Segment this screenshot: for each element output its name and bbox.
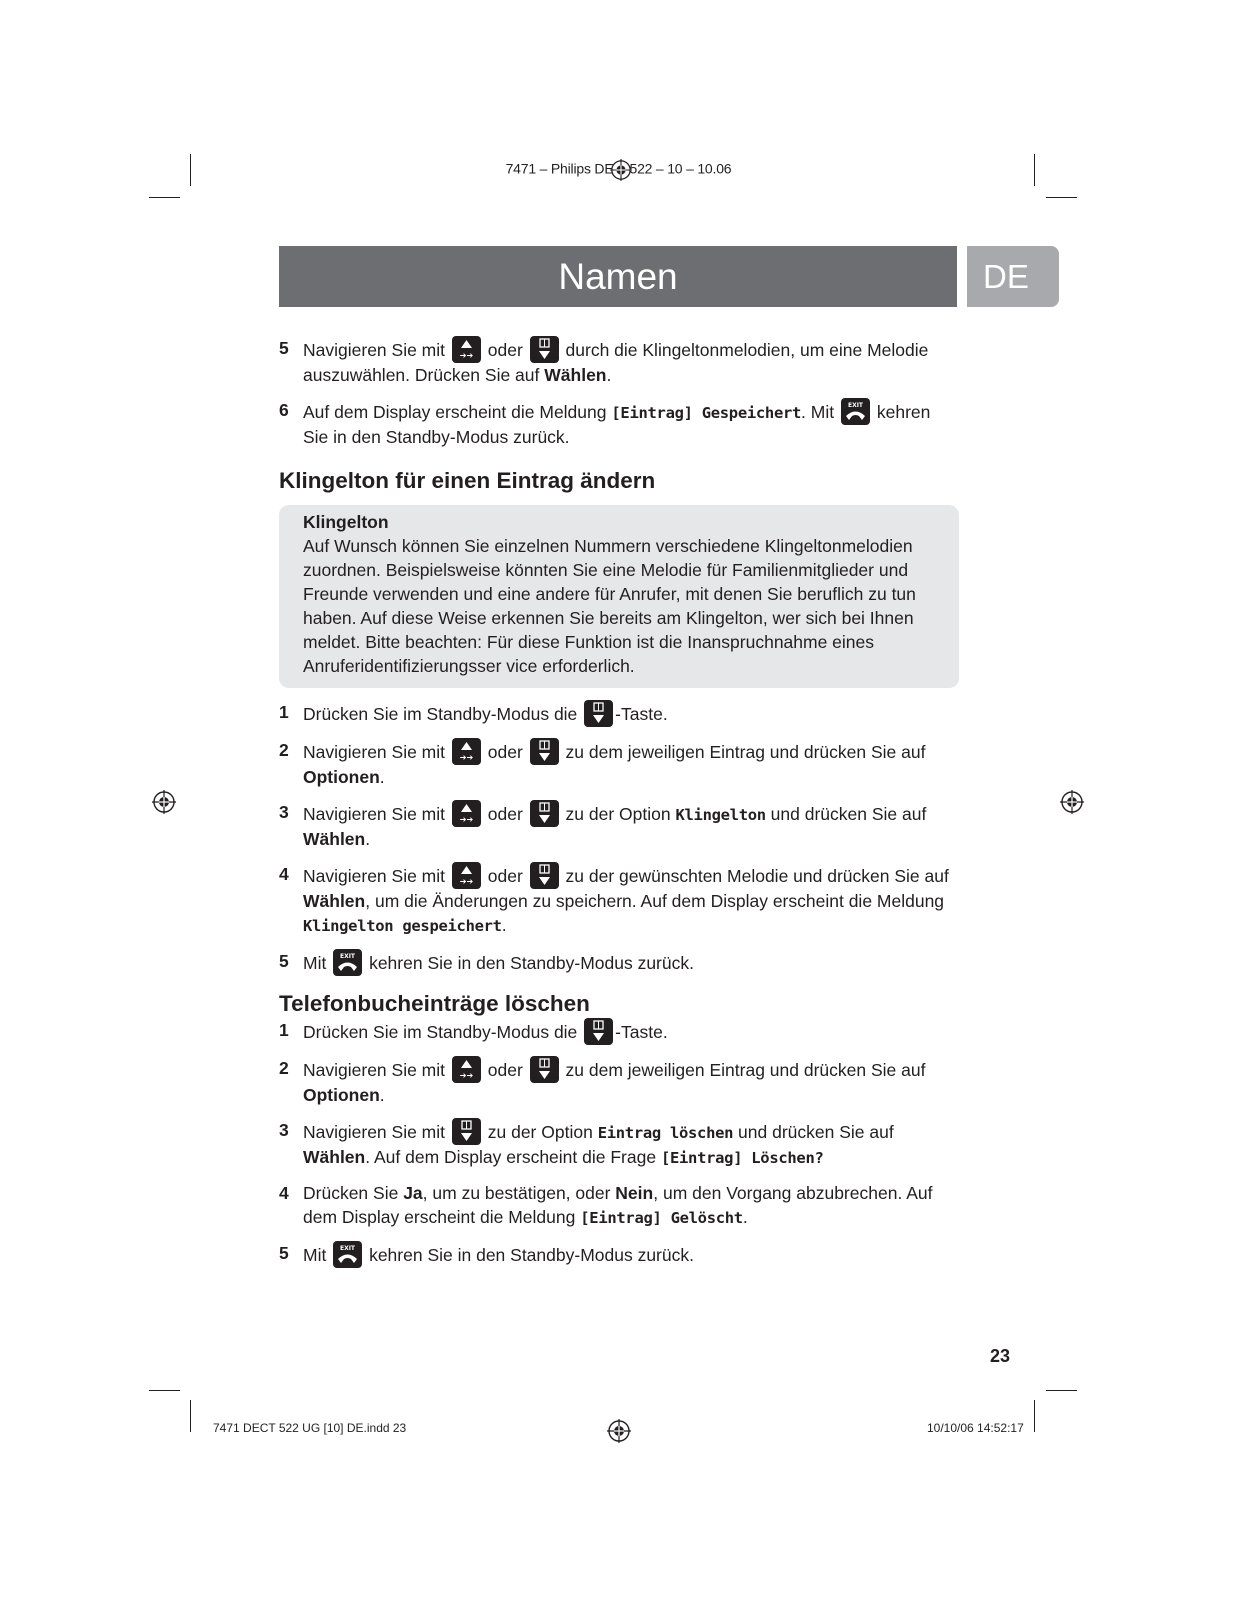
list-item: 5 Mit EXIT kehren Sie in den Standby-Modus zurück. <box>279 1241 959 1268</box>
svg-text:➔➔: ➔➔ <box>459 1071 474 1080</box>
nav-up-key-icon <box>452 1056 481 1083</box>
nav-up-key-icon <box>452 800 481 827</box>
phonebook-down-key-icon <box>530 1056 559 1083</box>
registration-mark-icon <box>1060 790 1084 814</box>
svg-text:EXIT: EXIT <box>340 1245 356 1252</box>
exit-hangup-key-icon <box>333 949 362 976</box>
phonebook-down-key-icon <box>584 1018 613 1045</box>
svg-text:EXIT: EXIT <box>340 953 356 960</box>
step-number: 4 <box>279 864 289 884</box>
footer-file-info: 7471 DECT 522 UG [10] DE.indd 23 <box>213 1421 407 1435</box>
step-number: 4 <box>279 1183 289 1203</box>
info-box-title: Klingelton <box>303 512 389 532</box>
display-message: [Eintrag] Löschen? <box>660 1149 824 1167</box>
phonebook-down-key-icon <box>530 862 559 889</box>
page-number: 23 <box>990 1346 1011 1366</box>
main-content <box>279 336 959 1279</box>
crop-mark <box>149 197 180 198</box>
exit-hangup-key-icon <box>841 398 870 425</box>
svg-text:➔➔: ➔➔ <box>459 753 474 762</box>
step-number: 1 <box>279 1020 289 1040</box>
print-slug <box>0 159 1237 181</box>
display-message: [Eintrag] Gelöscht <box>580 1209 743 1227</box>
phonebook-down-key-icon <box>452 1118 481 1145</box>
list-item: 2 Navigieren Sie mit ➔➔ oder zu dem jeweiligen Eintrag und drücken Sie auf Optionen. <box>279 1058 926 1105</box>
step-number: 2 <box>279 1058 289 1078</box>
registration-mark-icon <box>607 1419 631 1443</box>
step-number: 1 <box>279 702 289 722</box>
crop-mark <box>1034 1400 1035 1432</box>
footer-timestamp: 10/10/06 14:52:17 <box>927 1421 1024 1435</box>
list-item: 4 Navigieren Sie mit ➔➔ oder zu der gewünschten Melodie und drücken Sie auf Wählen, um die Änderungen zu speichern. Auf dem Display erscheint die Meldung Klingelton gespeichert. <box>279 864 949 935</box>
exit-hangup-key-icon <box>333 1241 362 1268</box>
crop-mark <box>1046 1390 1077 1391</box>
display-message: Eintrag löschen <box>597 1124 734 1142</box>
slug-right: 522 – 10 – 10.06 <box>629 160 732 177</box>
section-heading: Klingelton für einen Eintrag ändern <box>279 468 656 493</box>
list-item: 3 Navigieren Sie mit zu der Option Eintrag löschen und drücken Sie auf Wählen. Auf dem Display erscheint die Frage [Eintrag] Löschen? <box>279 1120 894 1167</box>
svg-text:➔➔: ➔➔ <box>459 877 474 886</box>
display-message: Klingelton gespeichert <box>303 917 502 935</box>
nav-up-key-icon <box>452 738 481 765</box>
language-tab: DE <box>967 246 1059 307</box>
slug-left: 7471 – Philips DE <box>505 160 614 177</box>
step-number: 5 <box>279 1243 289 1263</box>
step-number: 5 <box>279 951 289 971</box>
crop-mark <box>149 1390 180 1391</box>
phonebook-down-key-icon <box>530 738 559 765</box>
section-heading: Telefonbucheinträge löschen <box>279 991 590 1016</box>
step-number: 3 <box>279 1120 289 1140</box>
nav-up-key-icon <box>452 862 481 889</box>
list-item: 3 Navigieren Sie mit ➔➔ oder zu der Option Klingelton und drücken Sie auf Wählen. <box>279 802 927 849</box>
phonebook-down-key-icon <box>530 336 559 363</box>
list-item: 4 Drücken Sie Ja, um zu bestätigen, oder Nein, um den Vorgang abzubrechen. Auf dem Display erscheint die Meldung [Eintrag] Gelöscht. <box>279 1183 933 1227</box>
crop-mark <box>1046 197 1077 198</box>
crop-mark <box>190 1400 191 1432</box>
step-number: 5 <box>279 338 289 358</box>
display-message: [Eintrag] Gespeichert <box>611 404 802 422</box>
nav-up-key-icon <box>452 336 481 363</box>
list-item: 5 Navigieren Sie mit ➔➔ oder durch die Klingeltonmelodien, um eine Melodie auszuwählen. Drücken Sie auf Wählen. <box>279 338 929 385</box>
step-number: 3 <box>279 802 289 822</box>
list-item: 2 Navigieren Sie mit ➔➔ oder zu dem jeweiligen Eintrag und drücken Sie auf Optionen. <box>279 740 926 787</box>
info-box-text: Auf Wunsch können Sie einzelnen Nummern verschiedene Klingeltonmelodien zuordnen. Beispielsweise könnten Sie eine Melodie für Familienmitglieder und Freunde verwenden und eine andere für Anrufer, mit denen Sie beruflich zu tun haben. Auf diese Weise erkennen Sie bereits am Klingelton, wer sich bei Ihnen meldet. Bitte beachten: Für diese Funktion ist die Inanspruchnahme eines Anruferidentifizierungsser vice erforderlich. <box>303 536 916 676</box>
list-item: 1 Drücken Sie im Standby-Modus die -Taste. <box>279 700 959 727</box>
step-number: 6 <box>279 400 289 420</box>
display-message: Klingelton <box>675 806 766 824</box>
list-item: 6 Auf dem Display erscheint die Meldung [Eintrag] Gespeichert. Mit EXIT kehren Sie in den Standby-Modus zurück. <box>279 400 931 447</box>
list-item: 1 Drücken Sie im Standby-Modus die -Taste. <box>279 1018 959 1045</box>
list-item: 5 Mit EXIT kehren Sie in den Standby-Modus zurück. <box>279 949 959 976</box>
info-box <box>279 505 959 688</box>
registration-mark-icon <box>152 790 176 814</box>
page-title: Namen <box>279 246 957 307</box>
phonebook-down-key-icon <box>530 800 559 827</box>
svg-text:EXIT: EXIT <box>847 402 864 409</box>
svg-text:➔➔: ➔➔ <box>459 815 474 824</box>
svg-text:➔➔: ➔➔ <box>459 351 474 360</box>
phonebook-down-key-icon <box>584 700 613 727</box>
step-number: 2 <box>279 740 289 760</box>
